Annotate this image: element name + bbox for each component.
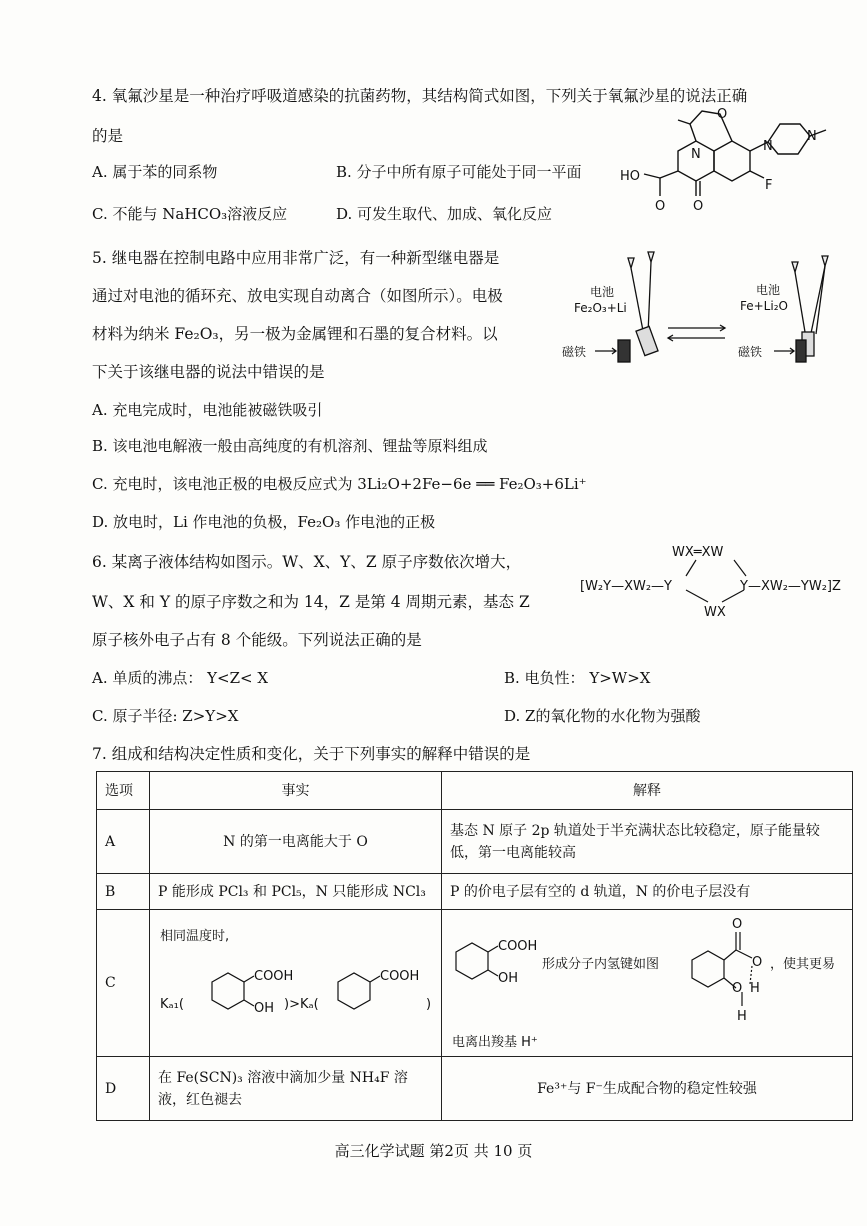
q7-c-gt: )>Kₐ( bbox=[284, 997, 319, 1012]
q4-stem-line1: 4. 氧氟沙星是一种治疗呼吸道感染的抗菌药物，其结构简式如图，下列关于氧氟沙星的说法正确 bbox=[92, 87, 748, 105]
q4-option-b: B. 分子中所有原子可能处于同一平面 bbox=[336, 163, 582, 181]
q7-c-hb-h2: H bbox=[737, 1009, 747, 1024]
q4-structure-n-pip2: N bbox=[807, 129, 817, 144]
q7-row-b-option: B bbox=[97, 874, 150, 910]
q6-structure-top: WX═XW bbox=[672, 545, 724, 560]
q4-structure-o-ring: O bbox=[717, 107, 728, 122]
q5-fig-left-magnet: 磁铁 bbox=[562, 345, 587, 359]
q7-c-exp-after: ，使其更易 bbox=[770, 957, 836, 972]
page-footer: 高三化学试题 第2页 共 10 页 bbox=[334, 1142, 533, 1160]
q7-row-d-fact: 在 Fe(SCN)₃ 溶液中滴加少量 NH₄F 溶液，红色褪去 bbox=[150, 1057, 442, 1121]
q7-c-hb-o1: O bbox=[732, 917, 743, 932]
q4-structure-n-pip1: N bbox=[763, 139, 773, 154]
q5-stem-line2: 通过对电池的循环充、放电实现自动离合（如图所示）。电极 bbox=[92, 287, 503, 305]
q7-table bbox=[96, 771, 853, 1121]
q4-structure-ho: HO bbox=[620, 169, 641, 184]
q4-option-d: D. 可发生取代、加成、氧化反应 bbox=[336, 205, 553, 223]
q6-option-b: B. 电负性： Y>W>X bbox=[504, 669, 651, 687]
q7-c-ka1: Kₐ₁( bbox=[160, 997, 184, 1012]
q7-c-cooh-2: COOH bbox=[380, 969, 420, 984]
q7-row-a bbox=[97, 810, 853, 874]
q7-header-fact: 事实 bbox=[150, 772, 442, 810]
q5-fig-right-battery: 电池 bbox=[756, 283, 781, 297]
q4-structure-o-keto: O bbox=[693, 199, 704, 214]
q7-header-explain: 解释 bbox=[442, 772, 853, 810]
q7-stem: 7. 组成和结构决定性质和变化，关于下列事实的解释中错误的是 bbox=[92, 745, 531, 763]
q7-c-exp-end: 电离出羧基 H⁺ bbox=[452, 1035, 538, 1050]
q7-c-close: ) bbox=[426, 997, 432, 1012]
q6-stem-line1: 6. 某离子液体结构如图示。W、X、Y、Z 原子序数依次增大， bbox=[92, 553, 522, 571]
q5-fig-right-magnet: 磁铁 bbox=[738, 345, 763, 359]
q7-row-d-explain: Fe³⁺与 F⁻生成配合物的稳定性较强 bbox=[442, 1057, 853, 1121]
q7-row-c-explain-figure bbox=[442, 910, 852, 1056]
q5-option-b: B. 该电池电解液一般由高纯度的有机溶剂、锂盐等原料组成 bbox=[92, 437, 488, 455]
q6-option-c: C. 原子半径: Z>Y>X bbox=[92, 707, 239, 725]
q7-row-c bbox=[97, 910, 853, 1057]
q7-row-b-fact: P 能形成 PCl₃ 和 PCl₅，N 只能形成 NCl₃ bbox=[150, 874, 442, 910]
q7-c-fact-text: 相同温度时, bbox=[160, 929, 230, 944]
q5-option-c: C. 充电时，该电池正极的电极反应式为 3Li₂O+2Fe−6e ══ Fe₂O₃+6Li⁺ bbox=[92, 475, 587, 493]
q5-fig-left-battery: 电池 bbox=[590, 285, 615, 299]
q6-structure-bottom: WX bbox=[704, 605, 726, 620]
q4-structure-n: N bbox=[691, 147, 701, 162]
q7-header-row bbox=[97, 772, 853, 810]
q5-stem-line3: 材料为纳米 Fe₂O₃，另一极为金属锂和石墨的复合材料。以 bbox=[92, 325, 498, 343]
q7-c-exp-cooh: COOH bbox=[498, 939, 538, 954]
q5-relay-figure bbox=[560, 250, 860, 390]
q7-row-d-option: D bbox=[97, 1057, 150, 1121]
q7-row-b bbox=[97, 874, 853, 910]
q5-option-d: D. 放电时，Li 作电池的负极，Fe₂O₃ 作电池的正极 bbox=[92, 513, 436, 531]
q7-header-option: 选项 bbox=[97, 772, 150, 810]
q4-structure-o-carbonyl: O bbox=[655, 199, 666, 214]
q4-option-a: A. 属于苯的同系物 bbox=[92, 163, 218, 181]
q5-option-a: A. 充电完成时，电池能被磁铁吸引 bbox=[92, 401, 323, 419]
q7-c-exp-mid: 形成分子内氢键如图 bbox=[542, 957, 660, 972]
q7-row-c-fact-figure bbox=[150, 910, 440, 1056]
q4-ofloxacin-structure bbox=[618, 96, 858, 226]
q7-row-c-fact bbox=[150, 910, 442, 1057]
q4-option-c: C. 不能与 NaHCO₃溶液反应 bbox=[92, 205, 288, 223]
q7-row-c-explain bbox=[442, 910, 853, 1057]
q5-fig-left-material: Fe₂O₃+Li bbox=[574, 301, 627, 315]
q4-stem-line2: 的是 bbox=[92, 127, 124, 145]
q6-stem-line3: 原子核外电子占有 8 个能级。下列说法正确的是 bbox=[92, 631, 422, 649]
q7-row-a-explain: 基态 N 原子 2p 轨道处于半充满状态比较稳定，原子能量较低，第一电离能较高 bbox=[442, 810, 853, 874]
q7-row-c-option: C bbox=[97, 910, 150, 1057]
q7-row-a-fact: N 的第一电离能大于 O bbox=[150, 810, 442, 874]
q5-stem-line4: 下关于该继电器的说法中错误的是 bbox=[92, 363, 325, 381]
q6-structure-left: [W₂Y—XW₂—Y bbox=[580, 579, 672, 594]
q6-structure-right: Y—XW₂—YW₂]Z bbox=[740, 579, 841, 594]
q6-option-d: D. Z的氧化物的水化物为强酸 bbox=[504, 707, 701, 725]
q7-c-hb-o2: O bbox=[752, 955, 763, 970]
q6-ionic-structure bbox=[580, 540, 850, 620]
q7-c-hb-h: H bbox=[750, 981, 760, 996]
q5-stem-line1: 5. 继电器在控制电路中应用非常广泛，有一种新型继电器是 bbox=[92, 249, 500, 267]
q7-c-cooh-1: COOH bbox=[254, 969, 294, 984]
q7-row-a-option: A bbox=[97, 810, 150, 874]
q7-c-oh-1: OH bbox=[254, 1001, 275, 1016]
q4-structure-f: F bbox=[765, 178, 773, 193]
q7-c-exp-oh: OH bbox=[498, 971, 519, 986]
q6-option-a: A. 单质的沸点： Y<Z< X bbox=[92, 669, 269, 687]
q7-c-hb-o3: O bbox=[732, 981, 743, 996]
q7-row-b-explain: P 的价电子层有空的 d 轨道，N 的价电子层没有 bbox=[442, 874, 853, 910]
q7-row-d bbox=[97, 1057, 853, 1121]
q6-stem-line2: W、X 和 Y 的原子序数之和为 14，Z 是第 4 周期元素，基态 Z bbox=[92, 593, 530, 611]
q5-fig-right-material: Fe+Li₂O bbox=[740, 299, 788, 313]
